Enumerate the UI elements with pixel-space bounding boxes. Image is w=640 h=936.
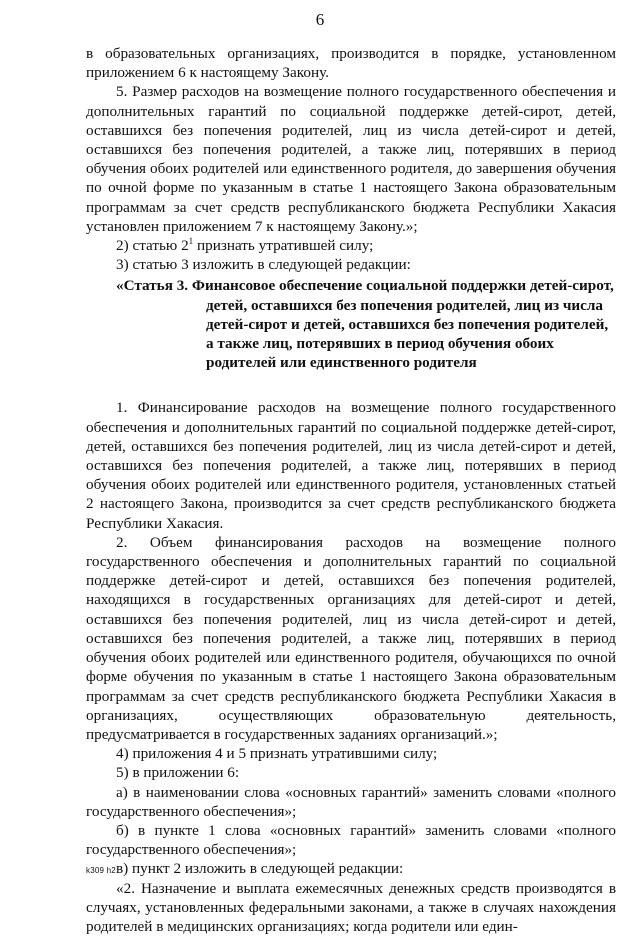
paragraph-continuation: в образовательных организациях, производится в порядке, установленном приложением 6 к настоящему Закону. [86, 45, 616, 82]
paragraph-item-2 [86, 236, 616, 255]
item2-superscript: 1 [188, 236, 194, 247]
footer-document-code: k309 h2 [86, 866, 116, 875]
article-3-heading: «Статья 3. Финансовое обеспечение социальной поддержки детей-сирот, детей, оставшихся без попечения родителей, лиц из числа детей-сирот и детей, оставшихся без попечения родителей, а также лиц, потерявших в период обучения обоих родителей или единственного родителя [116, 277, 614, 372]
item2-text-before: 2) статью 2 [116, 237, 189, 255]
article-3-part-2: 2. Объем финансирования расходов на возмещение полного государственного обеспечения и дополнительных гарантий по социальной поддержке детей-сирот и детей, оставшихся без попечения родителей, находящихся в государственных организациях для детей-сирот и детей, оставшихся без попечения родителей, лиц из числа детей-сирот и детей, оставшихся без попечения родителей, а также лиц, потерявших в период обучения обоих родителей или единственного родителя, обучающихся по очной форме обучения по указанным в статье 1 настоящего Закона образовательным программам за счет средств республиканского бюджета Республики Хакасия в организациях, осуществляющих образовательную деятельность, предусматривается в государственных заданиях организаций.»; [86, 533, 616, 743]
subitem-b: б) в пункте 1 слова «основных гарантий» заменить словами «полного государственного обеспечения»; [86, 821, 616, 859]
paragraph-item-5-appendix: 5) в приложении 6: [116, 764, 240, 782]
quoted-point-2: «2. Назначение и выплата ежемесячных денежных средств производятся в случаях, установленных федеральными законами, а также в случаях нахождения родителей в медицинских организациях; когда родители или един- [86, 879, 616, 935]
spacer [86, 372, 616, 398]
item2-text-after: признать утратившей силу; [193, 237, 374, 255]
page-number: 6 [315, 10, 325, 29]
document-body [86, 44, 616, 936]
paragraph-item-4: 4) приложения 4 и 5 признать утратившими силу; [116, 745, 438, 763]
subitem-a: а) в наименовании слова «основных гарантий» заменить словами «полного государственного обеспечения»; [86, 783, 616, 820]
subitem-v: в) пункт 2 изложить в следующей редакции: [116, 860, 404, 878]
article-3-part-1: 1. Финансирование расходов на возмещение полного государственного обеспечения и дополнительных гарантий по социальной поддержке детей-сирот, детей, оставшихся без попечения родителей, лиц из числа детей-сирот и детей, оставшихся без попечения родителей, а также лиц, потерявших в период обучения обоих родителей или единственного родителя, установленных статьей 2 настоящего Закона, производится за счет средств республиканского бюджета Республики Хакасия. [86, 399, 616, 532]
paragraph-item-3: 3) статью 3 изложить в следующей редакции: [116, 256, 411, 274]
paragraph-item-5: 5. Размер расходов на возмещение полного государственного обеспечения и дополнительных гарантий по социальной поддержке детей-сирот, детей, оставшихся без попечения родителей, лиц из числа детей-сирот и детей, оставшихся без попечения родителей, а также лиц, потерявших в период обучения обоих родителей или единственного родителя, до завершения обучения по очной форме по указанным в статье 1 настоящего Закона образовательным программам за счет средств республиканского бюджета Республики Хакасия установлен приложением 7 к настоящему Закону.»; [86, 83, 616, 235]
